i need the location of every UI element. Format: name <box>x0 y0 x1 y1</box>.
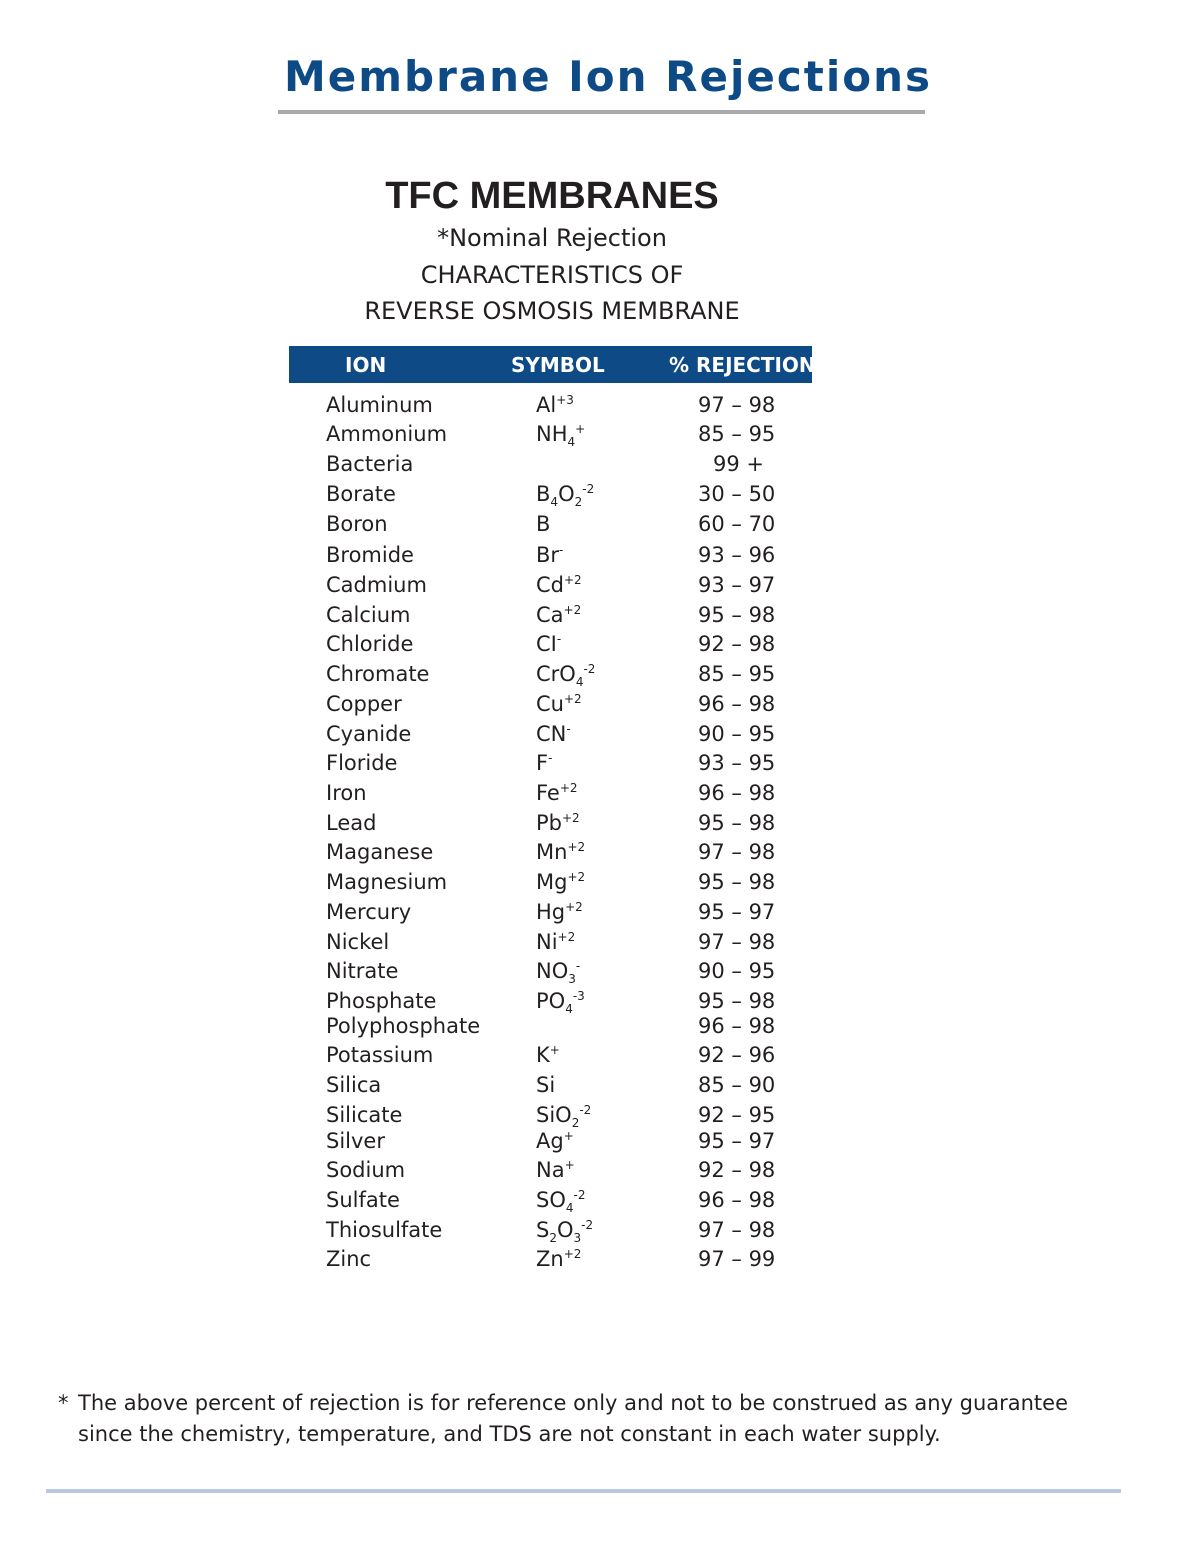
column-header-rejection: % REJECTION <box>669 353 816 377</box>
ion-symbol <box>536 900 583 924</box>
ion-symbol <box>536 543 563 567</box>
rejection-value: 96 – 98 <box>698 1188 776 1212</box>
rejection-value: 92 – 96 <box>698 1043 776 1067</box>
rejection-value: 95 – 98 <box>698 989 776 1013</box>
table-row <box>0 512 1204 542</box>
table-row <box>0 452 1204 482</box>
table-row <box>0 1247 1204 1277</box>
rejection-value: 92 – 98 <box>698 632 776 656</box>
symbol-part: K <box>536 1043 550 1067</box>
symbol-part: + <box>563 1129 574 1143</box>
table-row <box>0 393 1204 423</box>
symbol-part: -2 <box>582 482 595 496</box>
rejection-value: 96 – 98 <box>698 1014 776 1038</box>
rejection-value: 90 – 95 <box>698 959 776 983</box>
rejection-value: 95 – 97 <box>698 900 776 924</box>
ion-symbol <box>536 1043 560 1067</box>
rejection-value: 85 – 95 <box>698 662 776 686</box>
ion-symbol <box>536 989 585 1017</box>
ion-name: Cyanide <box>326 722 412 746</box>
table-row <box>0 603 1204 633</box>
symbol-part: 4 <box>565 1002 573 1017</box>
symbol-part: NH <box>536 422 568 446</box>
symbol-part: 3 <box>573 1231 582 1246</box>
symbol-part: S <box>536 1218 550 1242</box>
rejection-value: 93 – 96 <box>698 543 776 567</box>
ion-name: Chloride <box>326 632 414 656</box>
symbol-part: PO <box>536 989 566 1013</box>
symbol-part: -3 <box>572 989 585 1003</box>
table-row <box>0 930 1204 960</box>
symbol-part: Cu <box>536 692 564 716</box>
ion-name: Aluminum <box>326 393 433 417</box>
ion-symbol <box>536 662 596 690</box>
table-row <box>0 840 1204 870</box>
symbol-part: +2 <box>557 930 576 944</box>
page-title: Membrane Ion Rejections <box>284 52 933 101</box>
rejection-value: 90 – 95 <box>698 722 776 746</box>
symbol-part: Al <box>536 393 557 417</box>
ion-symbol <box>536 512 550 536</box>
symbol-part: 2 <box>571 1116 580 1131</box>
symbol-part: Ag <box>536 1129 564 1153</box>
ion-name: Cadmium <box>326 573 427 597</box>
symbol-part: +2 <box>565 900 583 914</box>
symbol-part: Br <box>536 543 560 567</box>
table-row <box>0 543 1204 573</box>
rejection-value: 85 – 90 <box>698 1073 776 1097</box>
symbol-part: 4 <box>575 675 584 690</box>
ion-name: Zinc <box>326 1247 372 1271</box>
symbol-part: Zn <box>536 1247 564 1271</box>
symbol-part: + <box>575 422 586 436</box>
symbol-part: Mn <box>536 840 568 864</box>
column-header-symbol: SYMBOL <box>511 353 605 377</box>
ion-name: Magnesium <box>326 870 448 894</box>
ion-name: Potassium <box>326 1043 434 1067</box>
table-row <box>0 632 1204 662</box>
symbol-part: Mg <box>536 870 568 894</box>
ion-symbol <box>536 751 552 775</box>
symbol-part: + <box>549 1043 560 1057</box>
table-row <box>0 811 1204 841</box>
ion-name: Sulfate <box>326 1188 400 1212</box>
symbol-part: Si <box>536 1073 556 1097</box>
symbol-part: - <box>566 722 571 736</box>
rejection-value: 95 – 97 <box>698 1129 776 1153</box>
table-row <box>0 662 1204 692</box>
rejection-value: 97 – 98 <box>698 1218 776 1242</box>
section-subheading-3: REVERSE OSMOSIS MEMBRANE <box>364 297 740 325</box>
table-row <box>0 1129 1204 1159</box>
symbol-part: +2 <box>562 811 580 825</box>
ion-name: Chromate <box>326 662 430 686</box>
table-row <box>0 692 1204 722</box>
symbol-part: -2 <box>583 662 596 676</box>
symbol-part: 4 <box>565 1201 574 1216</box>
symbol-part: - <box>575 959 581 973</box>
ion-name: Silicate <box>326 1103 403 1127</box>
rejection-value: 95 – 98 <box>698 811 776 835</box>
ion-name: Silica <box>326 1073 382 1097</box>
symbol-part: - <box>548 751 553 765</box>
table-row <box>0 482 1204 512</box>
rejection-value: 93 – 97 <box>698 573 776 597</box>
symbol-part: Fe <box>536 781 560 805</box>
ion-symbol <box>536 722 571 746</box>
symbol-part: +2 <box>567 840 586 854</box>
ion-symbol <box>536 1129 574 1153</box>
symbol-part: +3 <box>556 393 574 407</box>
footnote-text: The above percent of rejection is for reference only and not to be construed as any guarantee since the chemistry, temperature, and TDS are not constant in each water supply. <box>78 1391 1069 1446</box>
ion-symbol <box>536 1103 592 1131</box>
rejection-value: 85 – 95 <box>698 422 776 446</box>
ion-symbol <box>536 422 586 450</box>
symbol-part: O <box>558 482 575 506</box>
ion-name: Bacteria <box>326 452 414 476</box>
symbol-part: +2 <box>567 870 586 884</box>
symbol-part: Hg <box>536 900 566 924</box>
ion-name: Nickel <box>326 930 390 954</box>
symbol-part: F <box>536 751 549 775</box>
symbol-part: 2 <box>574 495 583 510</box>
symbol-part: NO <box>536 959 569 983</box>
ion-name: Copper <box>326 692 402 716</box>
ion-symbol <box>536 632 561 656</box>
ion-symbol <box>536 1188 586 1216</box>
footnote-mark: * <box>58 1391 69 1415</box>
symbol-part: +2 <box>559 781 578 795</box>
ion-symbol <box>536 840 585 864</box>
ion-name: Borate <box>326 482 396 506</box>
symbol-part: Ni <box>536 930 558 954</box>
rejection-value: 95 – 98 <box>698 870 776 894</box>
ion-symbol <box>536 482 595 510</box>
symbol-part: -2 <box>579 1103 592 1117</box>
ion-symbol <box>536 1158 575 1182</box>
table-row <box>0 751 1204 781</box>
table-row <box>0 422 1204 452</box>
table-row <box>0 1158 1204 1188</box>
table-row <box>0 900 1204 930</box>
ion-symbol <box>536 603 581 627</box>
ion-name: Maganese <box>326 840 434 864</box>
ion-name: Nitrate <box>326 959 399 983</box>
ion-symbol <box>536 573 582 597</box>
table-row <box>0 1014 1204 1044</box>
symbol-part: B <box>536 482 551 506</box>
symbol-part: +2 <box>563 692 582 706</box>
symbol-part: - <box>556 632 562 646</box>
table-row <box>0 1188 1204 1218</box>
symbol-part: SO <box>536 1188 566 1212</box>
ion-name: Floride <box>326 751 398 775</box>
table-row <box>0 1043 1204 1073</box>
symbol-part: +2 <box>564 573 582 587</box>
table-row <box>0 959 1204 989</box>
rejection-value: 97 – 99 <box>698 1247 776 1271</box>
symbol-part: B <box>536 512 551 536</box>
ion-name: Ammonium <box>326 422 448 446</box>
rejection-value: 97 – 98 <box>698 393 776 417</box>
symbol-part: 2 <box>549 1231 557 1246</box>
ion-name: Iron <box>326 781 367 805</box>
ion-symbol <box>536 1218 594 1246</box>
footnote <box>58 1388 1098 1450</box>
symbol-part: CN <box>536 722 567 746</box>
symbol-part: - <box>559 543 564 557</box>
symbol-part: O <box>556 1218 574 1242</box>
table-row <box>0 781 1204 811</box>
symbol-part: +2 <box>563 1247 582 1261</box>
ion-name: Boron <box>326 512 388 536</box>
ion-name: Bromide <box>326 543 414 567</box>
ion-name: Sodium <box>326 1158 406 1182</box>
rejection-value: 99 + <box>713 452 764 476</box>
symbol-part: +2 <box>563 603 582 617</box>
ion-symbol <box>536 781 578 805</box>
section-heading: TFC MEMBRANES <box>385 175 719 217</box>
symbol-part: Na <box>536 1158 565 1182</box>
table-row <box>0 870 1204 900</box>
ion-name: Mercury <box>326 900 412 924</box>
ion-name: Lead <box>326 811 377 835</box>
ion-name: Polyphosphate <box>326 1014 481 1038</box>
symbol-part: 4 <box>550 495 559 510</box>
bottom-divider <box>46 1489 1121 1493</box>
symbol-part: CrO <box>536 662 576 686</box>
symbol-part: Ca <box>536 603 564 627</box>
ion-symbol <box>536 692 582 716</box>
symbol-part: Pb <box>536 811 562 835</box>
symbol-part: 3 <box>568 972 576 987</box>
ion-symbol <box>536 959 581 987</box>
symbol-part: Cd <box>536 573 564 597</box>
ion-name: Thiosulfate <box>326 1218 443 1242</box>
rejection-value: 92 – 98 <box>698 1158 776 1182</box>
symbol-part: -2 <box>581 1218 594 1232</box>
ion-symbol <box>536 393 574 417</box>
rejection-value: 60 – 70 <box>698 512 776 536</box>
section-subheading-2: CHARACTERISTICS OF <box>420 261 684 289</box>
ion-symbol <box>536 811 580 835</box>
ion-symbol <box>536 1247 581 1271</box>
rejection-value: 96 – 98 <box>698 781 776 805</box>
table-row <box>0 1218 1204 1248</box>
symbol-part: 4 <box>567 435 576 450</box>
table-row <box>0 722 1204 752</box>
ion-name: Phosphate <box>326 989 437 1013</box>
rejection-value: 97 – 98 <box>698 840 776 864</box>
ion-symbol <box>536 1073 555 1097</box>
rejection-value: 92 – 95 <box>698 1103 776 1127</box>
table-row <box>0 1073 1204 1103</box>
section-subheading-1: *Nominal Rejection <box>437 224 667 252</box>
rejection-value: 95 – 98 <box>698 603 776 627</box>
symbol-part: SiO <box>536 1103 572 1127</box>
symbol-part: -2 <box>573 1188 586 1202</box>
ion-symbol <box>536 930 575 954</box>
rejection-value: 96 – 98 <box>698 692 776 716</box>
ion-name: Calcium <box>326 603 411 627</box>
rejection-value: 30 – 50 <box>698 482 776 506</box>
table-row <box>0 573 1204 603</box>
symbol-part: CI <box>536 632 557 656</box>
ion-symbol <box>536 870 585 894</box>
ion-name: Silver <box>326 1129 385 1153</box>
rejection-value: 97 – 98 <box>698 930 776 954</box>
column-header-ion: ION <box>345 353 387 377</box>
symbol-part: + <box>564 1158 575 1172</box>
rejection-value: 93 – 95 <box>698 751 776 775</box>
